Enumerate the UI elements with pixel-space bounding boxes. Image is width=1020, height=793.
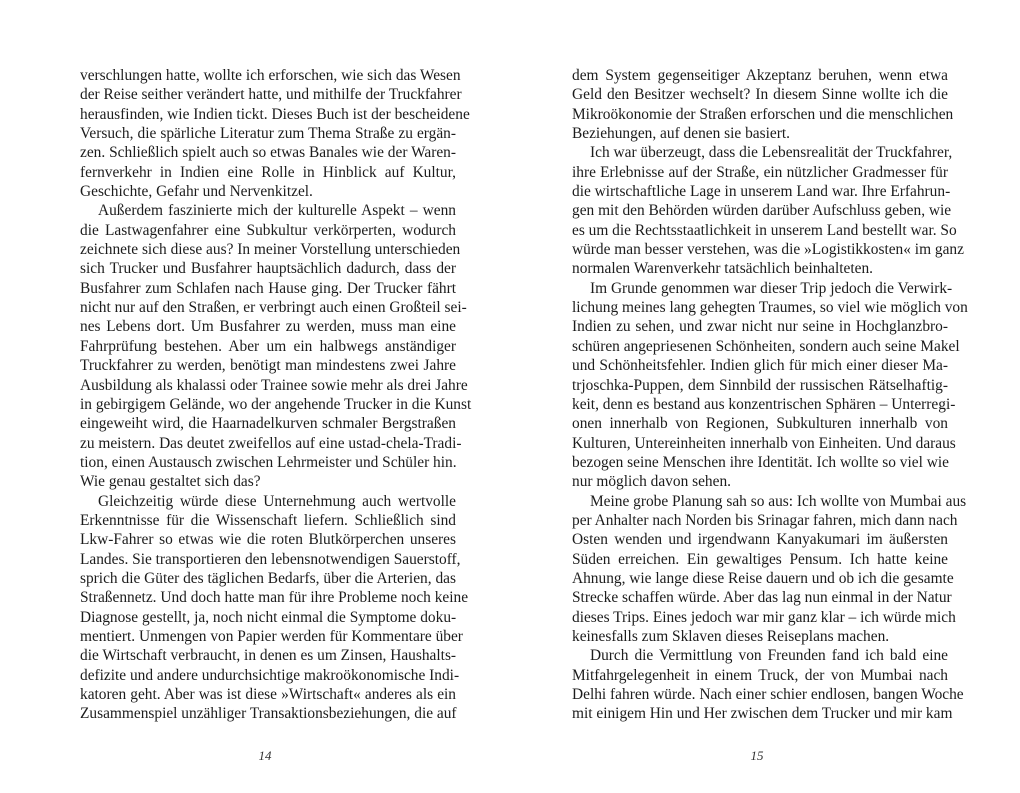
text-line: die Wirtschaft verbraucht, in denen es um Zinsen, Haushalts- (80, 647, 457, 665)
text-line: ihre Erlebnisse auf der Straße, ein nützlicher Gradmesser für (572, 163, 948, 181)
text-line: Kulturen, Untereinheiten innerhalb von Einheiten. Und daraus (572, 434, 956, 452)
text-line: Geld den Besitzer wechselt? In diesem Sinne wollte ich die (572, 86, 948, 104)
text-line: onen innerhalb von Regionen, Subkulturen innerhalb von (572, 415, 948, 433)
text-line: herausfinden, wie Indien tickt. Dieses Buch ist der bescheidene (80, 105, 470, 123)
text-line: Straßennetz. Und doch hatte man für ihre Probleme noch keine (80, 589, 469, 607)
text-line: lichung meines lang gehegten Traumes, so viel wie möglich von (572, 299, 968, 317)
text-line: dem System gegenseitiger Akzeptanz beruhen, wenn etwa (572, 67, 948, 84)
text-line: in gebirgigem Gelände, wo der angehende Trucker in die Kunst (80, 395, 472, 413)
text-line: Versuch, die spärliche Literatur zum Thema Straße zu ergän- (80, 125, 456, 143)
text-line: normalen Warenverkehr tatsächlich beinhalteten. (572, 260, 874, 278)
text-line: Beziehungen, auf denen sie basiert. (572, 125, 790, 143)
text-line: Ich war überzeugt, dass die Lebensrealität der Truckfahrer, (590, 144, 953, 162)
text-line: Süden erreichen. Ein gewaltiges Pensum. Ich hatte keine (572, 550, 948, 568)
text-line: trjoschka-Puppen, dem Sinnbild der russischen Rätselhaftig- (572, 376, 948, 394)
text-line: zeichnete sich diese aus? In meiner Vorstellung unterschieden (80, 241, 461, 259)
text-line: nicht nur auf den Straßen, er verbringt auch einen Großteil sei- (80, 299, 467, 317)
text-line: es um die Rechtsstaatlichkeit in unserem Land bestellt war. So (572, 221, 957, 239)
text-line: Gleichzeitig würde diese Unternehmung auch wertvolle (98, 492, 456, 510)
text-line: Zusammenspiel unzähliger Transaktionsbeziehungen, die auf (80, 705, 457, 723)
text-line: Truckfahrer zu werden, benötigt man mindestens zwei Jahre (80, 357, 456, 375)
text-line: der Reise seither verändert hatte, und mithilfe der Truckfahrer (80, 86, 462, 104)
text-line: verschlungen hatte, wollte ich erforschen, wie sich das Wesen (80, 67, 461, 84)
text-line: Osten wenden und irgendwann Kanyakumari im äußersten (572, 531, 948, 549)
text-line: Mikroökonomie der Straßen erforschen und die menschlichen (572, 105, 954, 123)
text-line: Durch die Vermittlung von Freunden fand ich bald eine (590, 647, 948, 665)
left-page-text (80, 66, 472, 724)
text-line: Indien zu sehen, und zwar nicht nur seine in Hochglanzbro- (572, 318, 948, 336)
text-line: Delhi fahren würde. Nach einer schier endlosen, bangen Woche (572, 686, 964, 703)
text-line: die Lastwagenfahrer eine Subkultur verkörperten, wodurch (80, 221, 456, 239)
text-line: Wie genau gestaltet sich das? (80, 473, 261, 491)
text-line: zen. Schließlich spielt auch so etwas Banales wie der Waren- (80, 144, 456, 162)
text-line: Im Grunde genommen war dieser Trip jedoch die Verwirk- (590, 279, 953, 297)
text-line: die wirtschaftliche Lage in unserem Land war. Ihre Erfahrun- (572, 183, 951, 201)
text-line: defizite und andere undurchsichtige makroökonomische Indi- (80, 666, 460, 684)
text-line: Mitfahrgelegenheit in einem Truck, der von Mumbai nach (572, 666, 948, 684)
text-line: zu meistern. Das deutet zweifellos auf eine ustad-chela-Tradi- (80, 434, 462, 452)
text-line: dieses Trips. Eines jedoch war mir ganz klar – ich würde mich (572, 608, 956, 626)
text-line: keinesfalls zum Sklaven dieses Reiseplans machen. (572, 627, 890, 645)
text-line: Strecke schaffen würde. Aber das lag nun einmal in der Natur (572, 589, 952, 607)
right-page (510, 0, 1020, 793)
text-line: Lkw-Fahrer so etwas wie die roten Blutkörperchen unseres (80, 531, 456, 549)
text-line: schüren angepriesenen Schönheiten, sondern auch seine Makel (572, 337, 960, 355)
text-line: Busfahrer zum Schlafen nach Hause ging. Der Trucker fährt (80, 279, 456, 297)
text-line: Erkenntnisse für die Wissenschaft liefern. Schließlich sind (80, 511, 456, 529)
text-line: nes Lebens dort. Um Busfahrer zu werden, muss man eine (80, 318, 456, 336)
text-line: sprich die Güter des täglichen Bedarfs, über die Arterien, das (80, 569, 456, 587)
right-page-number: 15 (750, 748, 764, 763)
text-line: nur möglich davon sehen. (572, 473, 732, 491)
text-line: mit einigem Hin und Her zwischen dem Trucker und mir kam (572, 705, 953, 723)
text-line: Geschichte, Gefahr und Nervenkitzel. (80, 183, 313, 201)
left-page-number: 14 (258, 748, 272, 763)
text-line: keit, denn es bestand aus konzentrischen Sphären – Unterregi- (572, 395, 956, 413)
text-line: katoren geht. Aber was ist diese »Wirtschaft« anderes als ein (80, 686, 456, 703)
text-line: eingeweiht wird, die Haarnadelkurven schmaler Bergstraßen (80, 415, 456, 433)
text-line: tion, einen Austausch zwischen Lehrmeister und Schüler hin. (80, 453, 457, 471)
right-page-text (572, 66, 968, 724)
text-line: Meine grobe Planung sah so aus: Ich wollte von Mumbai aus (590, 492, 967, 510)
text-line: Ahnung, wie lange diese Reise dauern und ob ich die gesamte (572, 569, 954, 587)
text-line: bezogen seine Menschen ihre Identität. Ich wollte so viel wie (572, 453, 949, 471)
text-line: Landes. Sie transportieren den lebensnotwendigen Sauerstoff, (80, 550, 461, 568)
text-line: würde man besser verstehen, was die »Logistikkosten« im ganz (572, 241, 964, 259)
text-line: Ausbildung als khalassi oder Trainee sowie mehr als drei Jahre (80, 376, 468, 394)
text-line: Fahrprüfung bestehen. Aber um ein halbwegs anständiger (80, 337, 456, 355)
text-line: fernverkehr in Indien eine Rolle in Hinblick auf Kultur, (80, 163, 456, 181)
text-line: gen mit den Behörden würden darüber Aufschluss geben, wie (572, 202, 952, 220)
text-line: und Schönheitsfehler. Indien glich für mich einer dieser Ma- (572, 357, 948, 375)
text-line: Diagnose gestellt, ja, noch nicht einmal die Symptome doku- (80, 608, 457, 626)
text-line: mentiert. Unmengen von Papier werden für Kommentare über (80, 627, 463, 645)
text-line: per Anhalter nach Norden bis Srinagar fahren, mich dann nach (572, 511, 958, 529)
text-line: Außerdem faszinierte mich der kulturelle Aspekt – wenn (98, 202, 456, 220)
text-line: sich Trucker und Busfahrer hauptsächlich dadurch, dass der (80, 260, 456, 278)
